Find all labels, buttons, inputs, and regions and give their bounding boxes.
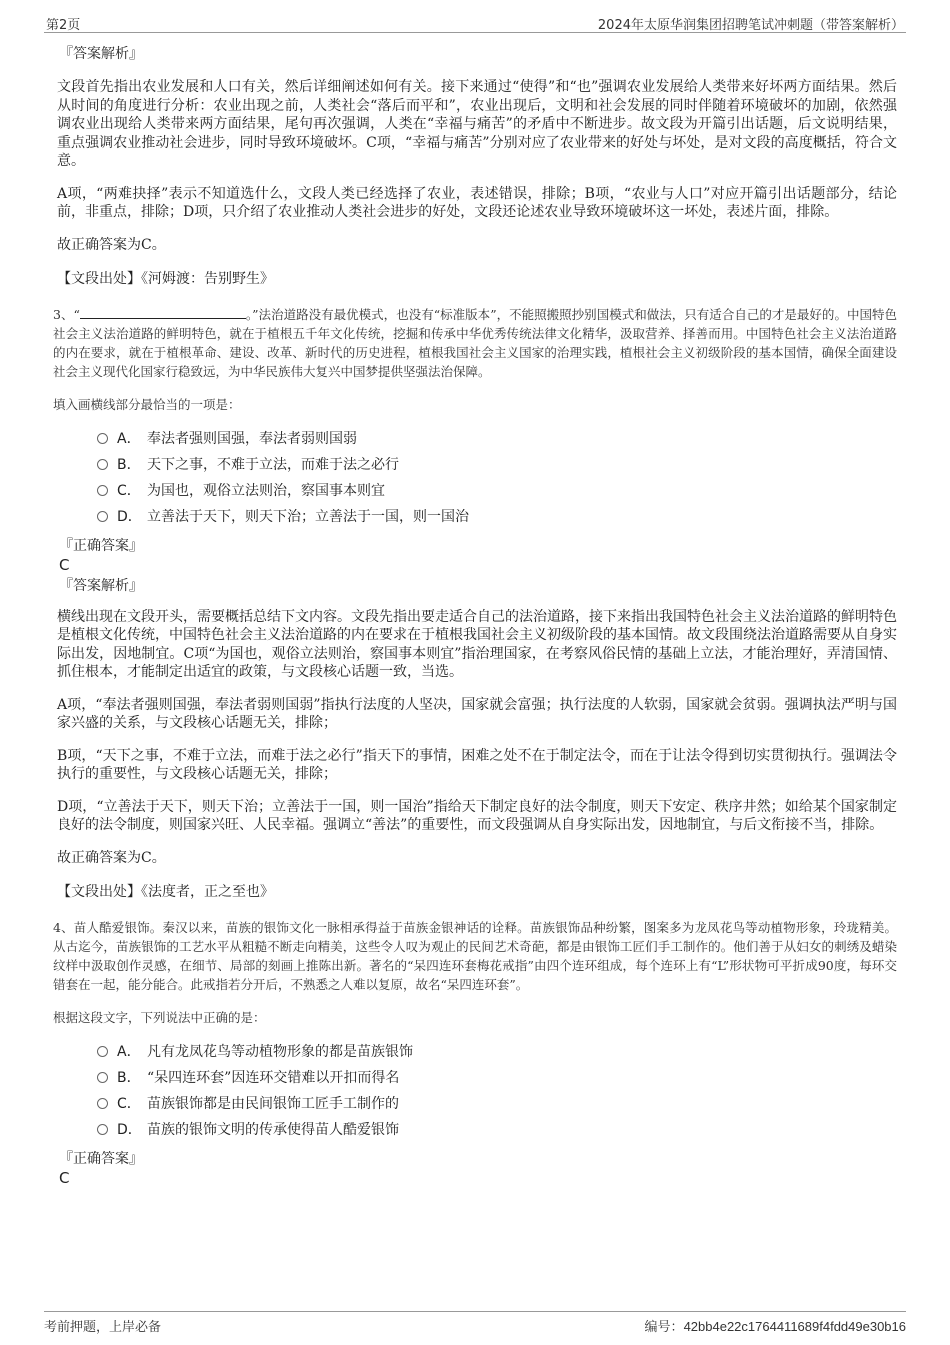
code-label: 编号： [644, 1320, 684, 1335]
question-4-options [97, 1039, 897, 1143]
question-3-option-d[interactable]: D． 立善法于天下，则天下治；立善法于一国，则一国治 [97, 504, 897, 530]
q3-analysis-p2: A项，“奉法者强则国强，奉法者弱则国弱”指执行法度的人坚决，国家就会富强；执行法度的人软弱，国家就会贫弱。强调执法严明与国家兴盛的关系，与文段核心话题无关，排除； [57, 696, 897, 731]
question-4-option-b[interactable]: B． “呆四连环套”因连环交错难以开扣而得名 [97, 1065, 897, 1091]
question-3-prompt: 填入画横线部分最恰当的一项是： [53, 396, 241, 412]
question-3-option-b[interactable]: B． 天下之事，不难于立法，而难于法之必行 [97, 452, 897, 478]
question-4-body: 4、苗人酷爱银饰。秦汉以来，苗族的银饰文化一脉相承得益于苗族金银神话的诠释。苗族银饰品种纷繁，图案多为龙凤花鸟等动植物形象，玲珑精美。从古迄今，苗族银饰的工艺水平从粗糙不断走向精美，这些令人叹为观止的民间艺术奇葩，都是由银饰工匠们手工制作的。他们善于从妇女的刺绣及蜡染纹样中汲取创作灵感，在细节、局部的刻画上推陈出新。著名的“呆四连环套梅花戒指”由四个连环组成，每个连环上有“L”形状物可平折成90度，每环交错套在一起，能分能合。此戒指若分开后，不熟悉之人难以复原，故名“呆四连环套”。 [53, 919, 897, 992]
q3-correct-label: 『正确答案』 [59, 537, 143, 554]
question-3-body [53, 305, 897, 381]
q4-correct-label: 『正确答案』 [59, 1150, 143, 1167]
q2-analysis-p3: 故正确答案为C。 [57, 236, 166, 253]
q3-analysis-label: 『答案解析』 [59, 577, 143, 594]
footer-slogan: 考前押题，上岸必备 [44, 1320, 162, 1335]
document-title: 2024年太原华润集团招聘笔试冲刺题（带答案解析） [597, 18, 904, 33]
q4-answer: C [59, 1168, 70, 1187]
radio-icon[interactable] [97, 485, 108, 496]
q3-answer: C [59, 555, 70, 574]
page-number: 第2页 [46, 18, 81, 33]
question-3-option-a[interactable]: A． 奉法者强则国强，奉法者弱则国弱 [97, 426, 897, 452]
source-prefix: 【文段出处】 [57, 884, 141, 900]
page-content [53, 44, 897, 1187]
page-footer [44, 1311, 906, 1336]
question-4-option-d[interactable]: D． 苗族的银饰文明的传承使得苗人酷爱银饰 [97, 1117, 897, 1143]
q2-analysis-label: 『答案解析』 [59, 46, 143, 62]
document-code [645, 1316, 906, 1335]
source-title: 《法度者，正之至也》 [141, 884, 274, 900]
radio-icon[interactable] [97, 1046, 108, 1057]
radio-icon[interactable] [97, 511, 108, 522]
question-3-number: 3、“ [53, 306, 80, 322]
code-value: 42bb4e22c1764411689f4fdd49e30b16 [683, 1319, 906, 1334]
question-4-option-a[interactable]: A． 凡有龙凤花鸟等动植物形象的都是苗族银饰 [97, 1039, 897, 1065]
radio-icon[interactable] [97, 1098, 108, 1109]
source-prefix: 【文段出处】 [57, 271, 141, 287]
q3-analysis-p3: B项，“天下之事，不难于立法，而难于法之必行”指天下的事情，困难之处不在于制定法令，而在于让法令得到切实贯彻执行。强调法令执行的重要性，与文段核心话题无关，排除； [57, 747, 897, 782]
question-3-text: 。”法治道路没有最优模式，也没有“标准版本”，不能照搬照抄别国模式和做法，只有适合自己的才是最好的。中国特色社会主义法治道路的鲜明特色，就在于植根五千年文化传统，挖掘和传承中华优秀传统法律文化精华，汲取营养、择善而用。中国特色社会主义法治道路的内在要求，就在于植根革命、建设、改革、新时代的历史进程，植根我国社会主义国家的治理实践，植根社会主义初级阶段的基本国情，确保全面建设社会主义现代化国家行稳致远，为中华民族伟大复兴中国梦提供坚强法治保障。 [53, 306, 897, 379]
page-header [44, 10, 906, 33]
question-3-options [97, 426, 897, 530]
q3-analysis-p4: D项，“立善法于天下，则天下治；立善法于一国，则一国治”指给天下制定良好的法令制度，则天下安定、秩序井然；如给某个国家制定良好的法令制度，则国家兴旺、人民幸福。强调立“善法”的重要性，而文段强调从自身实际出发，因地制宜，与后文衔接不当，排除。 [57, 798, 897, 833]
fill-blank-line [80, 306, 246, 319]
radio-icon[interactable] [97, 459, 108, 470]
q3-analysis-p5: 故正确答案为C。 [57, 849, 166, 866]
question-3-option-c[interactable]: C． 为国也，观俗立法则治，察国事本则宜 [97, 478, 897, 504]
q3-analysis-p1: 横线出现在文段开头，需要概括总结下文内容。文段先指出要走适合自己的法治道路，接下来指出我国特色社会主义法治道路的鲜明特色是植根文化传统，中国特色社会主义法治道路的内在要求在于植根我国社会主义初级阶段的基本国情。故文段围绕法治道路需要从自身实际出发，因地制宜。C项“为国也，观俗立法则治，察国事本则宜”指治理国家，在考察风俗民情的基础上立法，才能治理好，弄清国情、抓住根本，才能制定出适宜的政策，与文段核心话题一致，当选。 [57, 608, 897, 680]
radio-icon[interactable] [97, 433, 108, 444]
q2-source [57, 270, 897, 289]
radio-icon[interactable] [97, 1072, 108, 1083]
question-4-option-c[interactable]: C． 苗族银饰都是由民间银饰工匠手工制作的 [97, 1091, 897, 1117]
radio-icon[interactable] [97, 1124, 108, 1135]
q2-analysis-p2: A项，“两难抉择”表示不知道选什么，文段人类已经选择了农业，表述错误，排除；B项，“农业与人口”对应开篇引出话题部分，结论前，非重点，排除；D项，只介绍了农业推动人类社会进步的好处，文段还论述农业导致环境破坏这一坏处，表述片面，排除。 [57, 185, 897, 220]
question-4-prompt: 根据这段文字，下列说法中正确的是： [53, 1009, 266, 1025]
source-title: 《河姆渡：告别野生》 [141, 271, 274, 287]
q3-source [57, 883, 897, 902]
q2-analysis-p1: 文段首先指出农业发展和人口有关，然后详细阐述如何有关。接下来通过“使得”和“也”强调农业发展给人类带来好坏两方面结果。然后从时间的角度进行分析：农业出现之前，人类社会“落后而平和”，农业出现后，文明和社会发展的同时伴随着环境破坏的加剧，依然强调农业出现给人类带来两方面结果，尾句再次强调，人类在“幸福与痛苦”的矛盾中不断进步。故文段为开篇引出话题，后文说明结果，重点强调农业推动社会进步，同时导致环境破坏。C项，“幸福与痛苦”分别对应了农业带来的好处与坏处，是对文段的高度概括，符合文意。 [57, 79, 897, 169]
